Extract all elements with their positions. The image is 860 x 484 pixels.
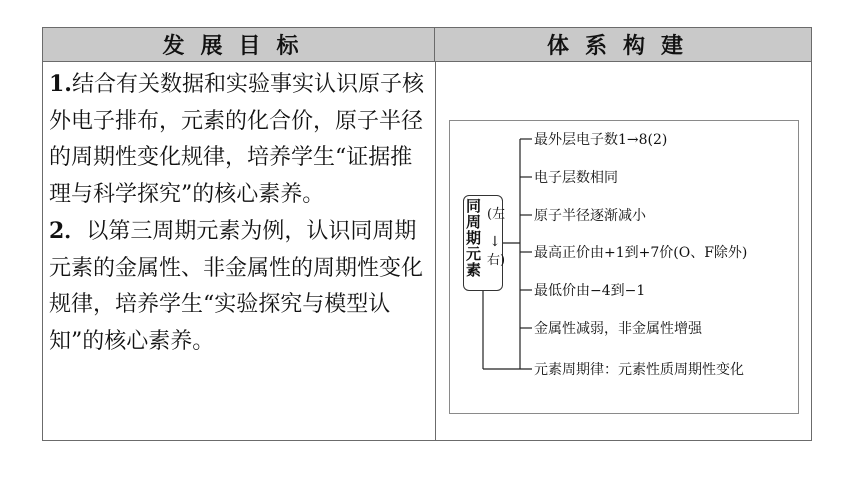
branch-lowest-valence: 最低价由−4到−1: [534, 283, 646, 299]
branch-atomic-radius: 原子半径逐渐减小: [534, 208, 646, 224]
goal-item-2-number: 2．: [49, 218, 87, 244]
header-development-goals: 发展目标: [43, 28, 435, 62]
branch-periodic-law: 元素周期律：元素性质周期性变化: [534, 362, 744, 378]
branch-metallicity: 金属性减弱，非金属性增强: [534, 321, 702, 337]
goals-system-table: [42, 27, 812, 441]
same-period-elements-box: [463, 195, 506, 291]
goal-item-2-text: 以第三周期元素为例，认识同周期元素的金属性、非金属性的周期性变化规律，培养学生“实验探究与模型认知”的核心素养。: [49, 219, 424, 354]
goals-text: [49, 66, 433, 360]
goal-item-1-number: 1.: [49, 71, 72, 97]
goal-item-2: [49, 213, 433, 360]
branch-outer-electrons: 最外层电子数1→8(2): [534, 132, 668, 148]
box-left-label: (左: [487, 207, 506, 222]
box-right-label: 右): [487, 253, 506, 268]
goal-item-1: [49, 66, 433, 213]
concept-diagram: [449, 120, 799, 414]
box-title: 同周期元素: [466, 197, 482, 279]
header-system-construction: 体系构建: [435, 28, 811, 62]
goal-item-1-text: 结合有关数据和实验事实认识原子核外电子排布，元素的化合价，原子半径的周期性变化规律，培养学生“证据推理与科学探究”的核心素养。: [49, 72, 424, 207]
branch-electron-shells: 电子层数相同: [534, 170, 618, 186]
branch-highest-valence: 最高正价由+1到+7价(O、F除外): [534, 245, 748, 261]
down-arrow-icon: ↓: [489, 234, 501, 250]
column-divider: [435, 62, 436, 440]
